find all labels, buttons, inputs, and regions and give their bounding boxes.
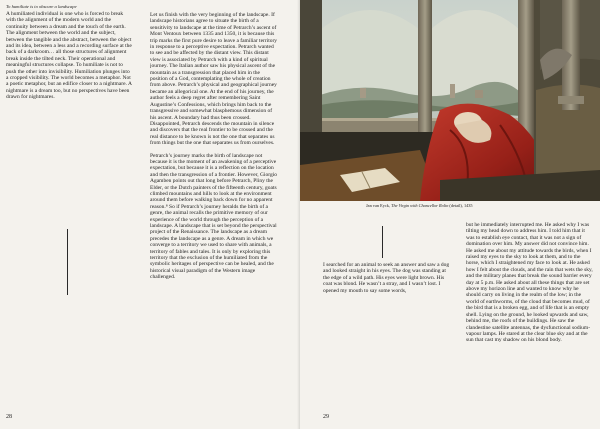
caption-detail: (detail), 1435 — [448, 203, 473, 208]
paragraph: but he immediately interrupted me. He asked why I was tilting my head down to address him. I told him that it was to establish eye contact, that it was not a sign of domination over him. My answer did not convince him. He asked me about my attitude towards the birds, when I raised my eyes to the sky to look at them, and to the horse, which I straightened my face to look at. He asked how I felt about the clouds, and the rain that wets the sky, and the military planes that break the sound barrier every day at 5 p.m. He asked about all these things that are set above my horizon line and wanted to know why he should carry on living in the realm of the low; in the world of earthworms, of the cloud that becomes mud, of the bird that is a broken egg, and of life that is an empty shell. Lying on the ground, he looked upwards and saw, behind me, the roofs of the buildings. He saw the clandestine satellite antennas, the dysfunctional sodium-vapour lamps. He stared at the clear blue sky and at the sun that cast my shadow on his blond body. — [466, 222, 593, 344]
page-number-right: 29 — [323, 414, 329, 420]
paragraph: Petrarch’s journey marks the birth of landscape not because it is the moment of an awakening of a perceptive expectation, but because it is a reflection on the location and then the transgression of a frontier. However, Giorgio Agamben points out that long before Petrarch, Pliny the Elder, or the Dutch painters of the fifteenth century, goats climbed mountains and hills to look at the environment around them before walking back down for no apparent reason.⁸ So if Petrarch’s journey heralds the birth of a genre, the animal recalls the primitive memory of our experience of the world through the perception of a landscape. A landscape that is set beyond the perspectival project of the Renaissance. The landscape as a dream precedes the landscape as a genre. A dream in which we converge to a territory we used to share with animals, a territory of fables and tales. It is only by exploring this territory that the exclusion of the humiliated from the symbolic heritages of perspective can be healed, and the historical visual paradigm of the Western image challenged. — [150, 152, 278, 281]
caption-title: The Virgin with Chancellor Rolin — [391, 203, 449, 208]
text-column-2 — [150, 12, 278, 417]
left-page — [0, 0, 299, 429]
text-column-3 — [323, 262, 453, 422]
paragraph: Let us finish with the very beginning of the landscape. If landscape historians agree to situate the birth of a sensitivity to landscape at the time of Petrarch’s ascent of Mont Ventoux between 1335 and 1350, it is because this trip marks the first pure desire to leave a familiar territory in response to a perceptive expectation. Petrarch wanted to see and be affected by the distant view. This distant view is associated by Petrarch with a kind of spiritual journey. The Italian author saw his physical ascent of the mountain as a transgression that placed him in the position of a God, contemplating the whole of creation from above. Petrarch’s physical and geographical journey became an allegorical one. At the end of his journey, the author feels a deep regret after remembering Saint Augustine’s Confessions, which brings him back to the transgressive and somewhat blasphemous dimension of his ascent. A boundary had thus been crossed. Disappointed, Petrarch descends the mountain in silence and discovers that the real frontier to be crossed and the real distance to be known is not the one that separates us from things but the one that separates us from ourselves. — [150, 12, 278, 147]
vertical-rule — [382, 226, 383, 258]
text-column-4 — [466, 222, 594, 422]
page-number-left: 28 — [6, 414, 12, 420]
painting-illustration — [300, 0, 600, 201]
text-column-1 — [6, 11, 132, 181]
vertical-rule — [67, 229, 68, 295]
paragraph: A humiliated individual is one who is forced to break with the alignment of the modern world and the continuity between a dream and the touch of the earth. The alignment between the world and the subject, between the tangible and the abstract, between the object and its idea, between a less and a recording surface at the back of a darkroom… all those structures of alignment break inside the tilted neck. Their operational and meaningful structures collapse. To humiliate is not to push the other into invisibility. Humiliation plunges into a cropped visibility. The world becomes a metaphor. Not a poetic metaphor, but an edifice closer to a nightmare. A nightmare is a dream too, but no perspectives have been drawn for nightmares. — [6, 11, 132, 101]
caption-artist: Jan van Eyck, — [366, 203, 392, 208]
painting-image — [300, 0, 600, 201]
running-head: To humiliate is to obscure a landscape — [6, 4, 77, 9]
paragraph: I searched for an animal to seek an answer and saw a dog and looked straight in his eyes. The dog was standing at the edge of a wild path. His eyes were light brown. His coat was blond. He wasn’t a stray, and I wasn’t lost. I opened my mouth to say some words, — [323, 262, 450, 294]
image-caption — [366, 203, 596, 208]
